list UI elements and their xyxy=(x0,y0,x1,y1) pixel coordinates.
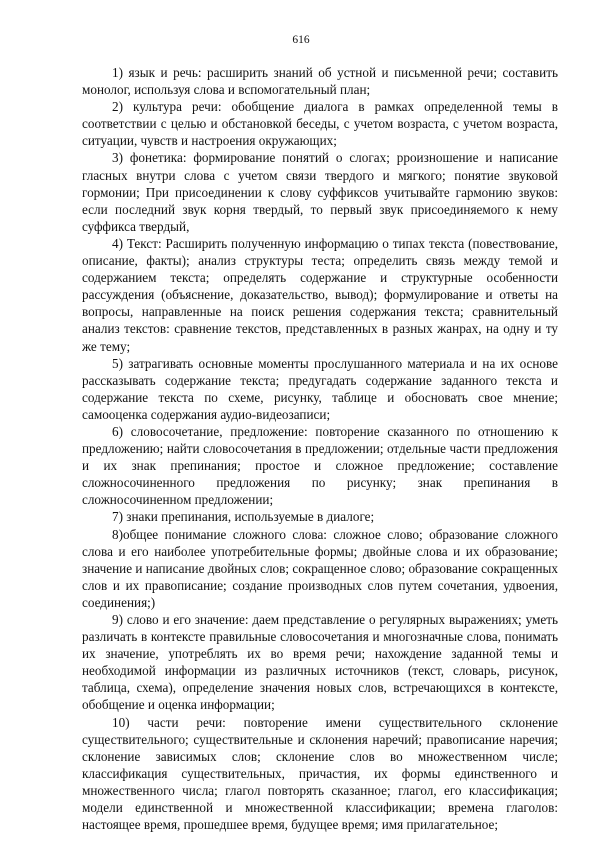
paragraph-4: 4) Текст: Расширить полученную информацию о типах текста (повествование, описание, факты); анализ структуры теста; определить связь между темой и содержанием текста; определять содержание и структурные особенности рассуждения (объяснение, доказательство, вывод); формулирование и ответы на вопросы, направленные на поиск решения содержания текста; сравнительный анализ текстов: сравнение текстов, представленных в разных жанрах, на одну и ту же тему; xyxy=(82,235,558,354)
paragraph-2: 2) культура речи: обобщение диалога в рамках определенной темы в соответствии с целью и обстановкой беседы, с учетом возраста, с учетом возраста, ситуации, чувств и настроения окружающих; xyxy=(82,99,558,149)
paragraph-9: 9) слово и его значение: даем представление о регулярных выражениях; уметь различать в контексте правильные словосочетания и многозначные слова, понимать их значение, употреблять их во время речи; нахождение заданной темы и необходимой информации из различных источников (текст, словарь, рисунок, таблица, схема), определение значения новых слов, встречающихся в контексте, обобщение и оценка информации; xyxy=(82,612,558,713)
paragraph-3: 3) фонетика: формирование понятий о слогах; рроизношение и написание гласных внутри слова с учетом связи твердого и мягкого; понятие звуковой гормонии; При присоединении к слову суффиксов учитывайте гармонию звуков: если последний звук корня твердый, то первый звук присоединяемого к нему суффикса твердый, xyxy=(82,150,558,234)
paragraph-1: 1) язык и речь: расширить знаний об устной и письменной речи; составить монолог, используя слова и вспомогательный план; xyxy=(82,65,558,98)
paragraph-8: 8)общее понимание сложного слова: сложное слово; образование сложного слова и его наиболее употребительные формы; двойные слова и их образование; значение и написание двойных слов; сокращенное слово; образование сокращенных слов и их правописание; создание производных слов путем сочетания, удвоения, соединения;) xyxy=(82,526,558,610)
paragraph-10: 10) части речи: повторение имени существительного склонение существительного; существительные и склонения наречий; правописание наречия; склонение зависимых слов; склонение слов во множественном числе; классификация существительных, причастия, их формы единственного и множественного числа; глагол повторять сказанное; глагол, его классификация; модели единственной и множественной классификации; времена глаголов: настоящее время, прошедшее время, будущее время; имя прилагательное; xyxy=(82,714,558,833)
page-number: 616 xyxy=(292,34,310,46)
paragraph-5: 5) затрагивать основные моменты прослушанного материала и на их основе рассказывать содержание текста; предугадать содержание заданного текста и содержание текста по схеме, рисунку, таблице и обосновать свое мнение; самооценка содержания аудио-видеозаписи; xyxy=(82,355,558,422)
paragraph-7: 7) знаки препинания, используемые в диалоге; xyxy=(112,509,375,525)
paragraph-6: 6) словосочетание, предложение: повторение сказанного по отношению к предложению; найти словосочетания в предложении; отдельные части предложения и их знак препинания; простое и сложное предложение; составление сложносочиненного предложения по рисунку; знак препинания в сложносочиненном предложении; xyxy=(82,423,558,508)
page-body xyxy=(82,64,558,833)
